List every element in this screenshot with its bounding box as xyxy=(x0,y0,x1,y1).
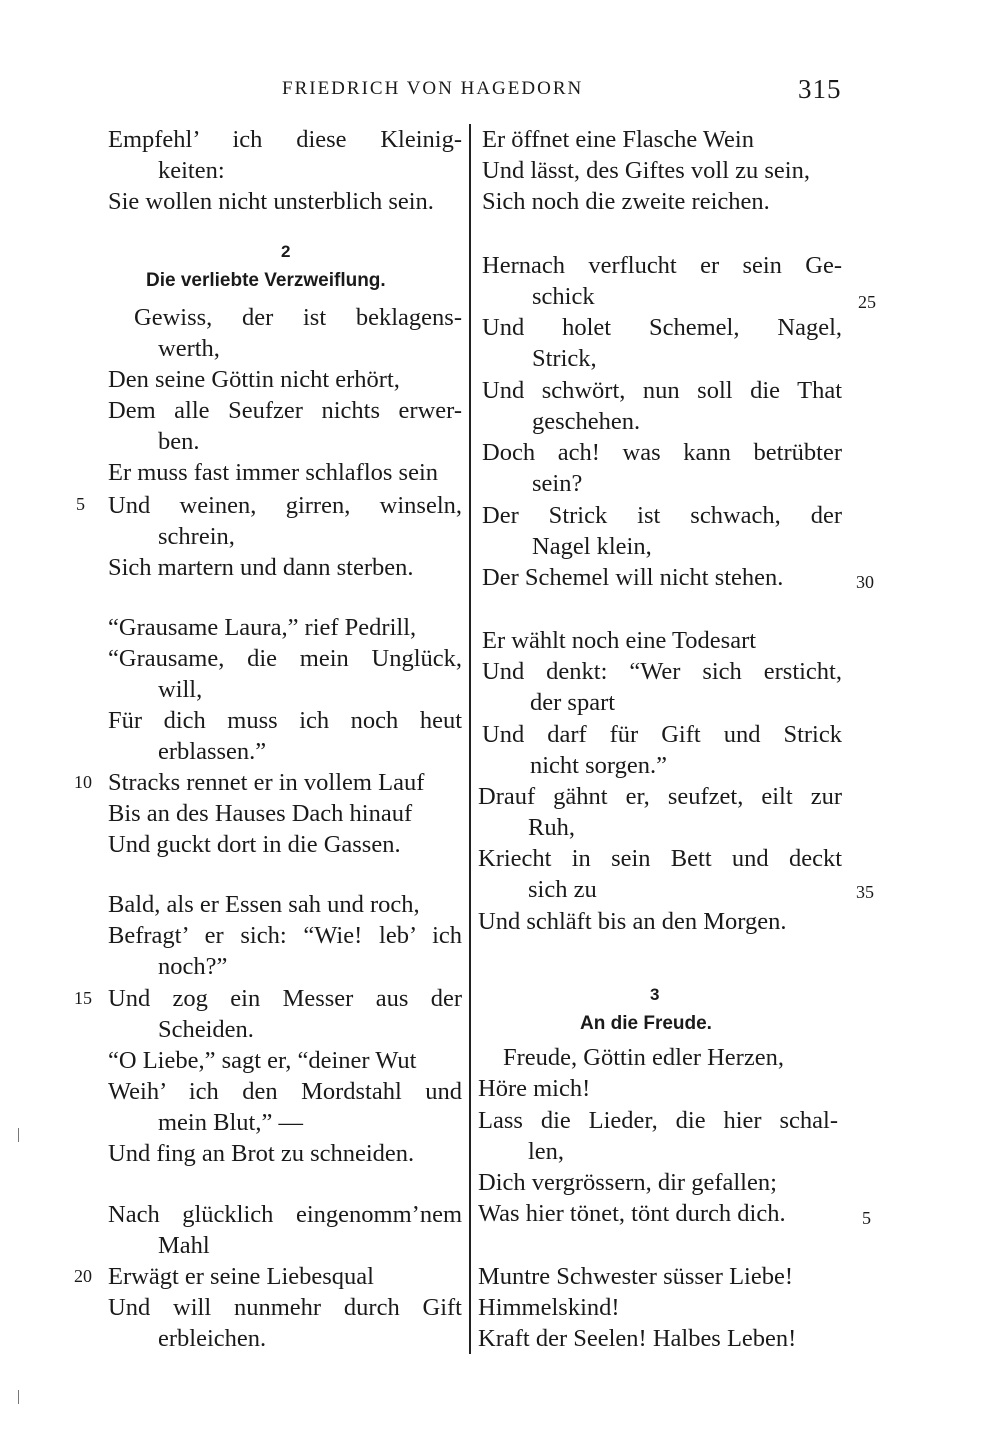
text-line: Doch ach! was kann betrübter xyxy=(482,439,842,466)
line-number: 10 xyxy=(74,772,92,792)
text-line: Bald, als er Essen sah und roch, xyxy=(108,891,420,918)
text-line: Für dich muss ich noch heut xyxy=(108,707,462,734)
text-line: Kraft der Seelen! Halbes Leben! xyxy=(478,1325,797,1352)
text-line: Und darf für Gift und Strick xyxy=(482,721,842,748)
text-line: Er wählt noch eine Todesart xyxy=(482,627,757,654)
text-line: keiten: xyxy=(158,157,225,184)
page-number: 315 xyxy=(798,74,842,104)
text-line: schrein, xyxy=(158,523,235,550)
line-number: 15 xyxy=(74,988,92,1008)
line-number: 5 xyxy=(76,494,85,514)
text-line: Mahl xyxy=(158,1232,210,1259)
text-line: werth, xyxy=(158,335,220,362)
text-line: erblassen.” xyxy=(158,738,267,765)
text-line: Scheiden. xyxy=(158,1016,254,1043)
text-line: Befragt’ er sich: “Wie! leb’ ich xyxy=(108,922,462,949)
text-line: nicht sorgen.” xyxy=(530,752,667,779)
text-line: “Grausame Laura,” rief Pedrill, xyxy=(108,614,417,641)
text-line: Bis an des Hauses Dach hinauf xyxy=(108,800,413,827)
text-line: Hernach verflucht er sein Ge- xyxy=(482,252,842,279)
line-number: 25 xyxy=(858,292,876,312)
text-line: Freude, Göttin edler Herzen, xyxy=(503,1044,784,1071)
text-line: Himmelskind! xyxy=(478,1294,620,1321)
text-line: “O Liebe,” sagt er, “deiner Wut xyxy=(108,1047,417,1074)
text-line: Und lässt, des Giftes voll zu sein, xyxy=(482,157,810,184)
text-line: Und denkt: “Wer sich ersticht, xyxy=(482,658,842,685)
text-line: Muntre Schwester süsser Liebe! xyxy=(478,1263,794,1290)
text-line: Drauf gähnt er, seufzet, eilt zur xyxy=(478,783,842,810)
text-line: Dem alle Seufzer nichts erwer- xyxy=(108,397,462,424)
poem-title: Die verliebte Verzweiflung. xyxy=(146,270,386,291)
text-line: Und holet Schemel, Nagel, xyxy=(482,314,842,341)
line-number: 30 xyxy=(856,572,874,592)
text-line: Sich noch die zweite reichen. xyxy=(482,188,770,215)
text-line: Der Schemel will nicht stehen. xyxy=(482,564,784,591)
text-line: Und schläft bis an den Morgen. xyxy=(478,908,787,935)
text-line: Was hier tönet, tönt durch dich. xyxy=(478,1200,786,1227)
text-line: Und schwört, nun soll die That xyxy=(482,377,842,404)
text-line: Und weinen, girren, winseln, xyxy=(108,492,462,519)
text-line: sich zu xyxy=(528,876,597,903)
text-line: Stracks rennet er in vollem Lauf xyxy=(108,769,425,796)
text-line: ben. xyxy=(158,428,200,455)
text-line: Kriecht in sein Bett und deckt xyxy=(478,845,842,872)
text-line: Höre mich! xyxy=(478,1075,591,1102)
text-line: Den seine Göttin nicht erhört, xyxy=(108,366,400,393)
text-line: len, xyxy=(528,1138,565,1165)
line-number: 20 xyxy=(74,1266,92,1286)
text-line: mein Blut,” — xyxy=(158,1109,303,1136)
text-line: geschehen. xyxy=(532,408,641,435)
text-line: Erwägt er seine Liebesqual xyxy=(108,1263,374,1290)
text-line: Dich vergrössern, dir gefallen; xyxy=(478,1169,777,1196)
running-title: FRIEDRICH VON HAGEDORN xyxy=(282,78,584,99)
text-line: “Grausame, die mein Unglück, xyxy=(108,645,462,672)
text-line: Und will nunmehr durch Gift xyxy=(108,1294,462,1321)
text-line: Sie wollen nicht unsterblich sein. xyxy=(108,188,434,215)
line-number: 35 xyxy=(856,882,874,902)
text-line: Nach glücklich eingenomm’nem xyxy=(108,1201,462,1228)
text-line: Der Strick ist schwach, der xyxy=(482,502,842,529)
text-line: Gewiss, der ist beklagens- xyxy=(134,304,462,331)
text-line: Weih’ ich den Mordstahl und xyxy=(108,1078,462,1105)
text-line: Lass die Lieder, die hier schal- xyxy=(478,1107,838,1134)
poem-number: 3 xyxy=(650,985,660,1004)
text-line: der spart xyxy=(530,689,616,716)
text-line: Er muss fast immer schlaflos sein xyxy=(108,459,439,486)
line-number: 5 xyxy=(862,1208,871,1228)
text-line: Nagel klein, xyxy=(532,533,652,560)
poem-title: An die Freude. xyxy=(580,1013,712,1034)
text-line: sein? xyxy=(532,470,583,497)
text-line: Strick, xyxy=(532,345,597,372)
text-line: noch?” xyxy=(158,953,228,980)
text-line: Und zog ein Messer aus der xyxy=(108,985,462,1012)
poem-number: 2 xyxy=(281,242,291,261)
text-line: Ruh, xyxy=(528,814,575,841)
text-line: Und fing an Brot zu schneiden. xyxy=(108,1140,415,1167)
text-line: Empfehl’ ich diese Kleinig- xyxy=(108,126,462,153)
text-line: Er öffnet eine Flasche Wein xyxy=(482,126,754,153)
text-line: will, xyxy=(158,676,203,703)
text-line: schick xyxy=(532,283,595,310)
text-line: erbleichen. xyxy=(158,1325,267,1352)
text-line: Und guckt dort in die Gassen. xyxy=(108,831,401,858)
text-line: Sich martern und dann sterben. xyxy=(108,554,414,581)
